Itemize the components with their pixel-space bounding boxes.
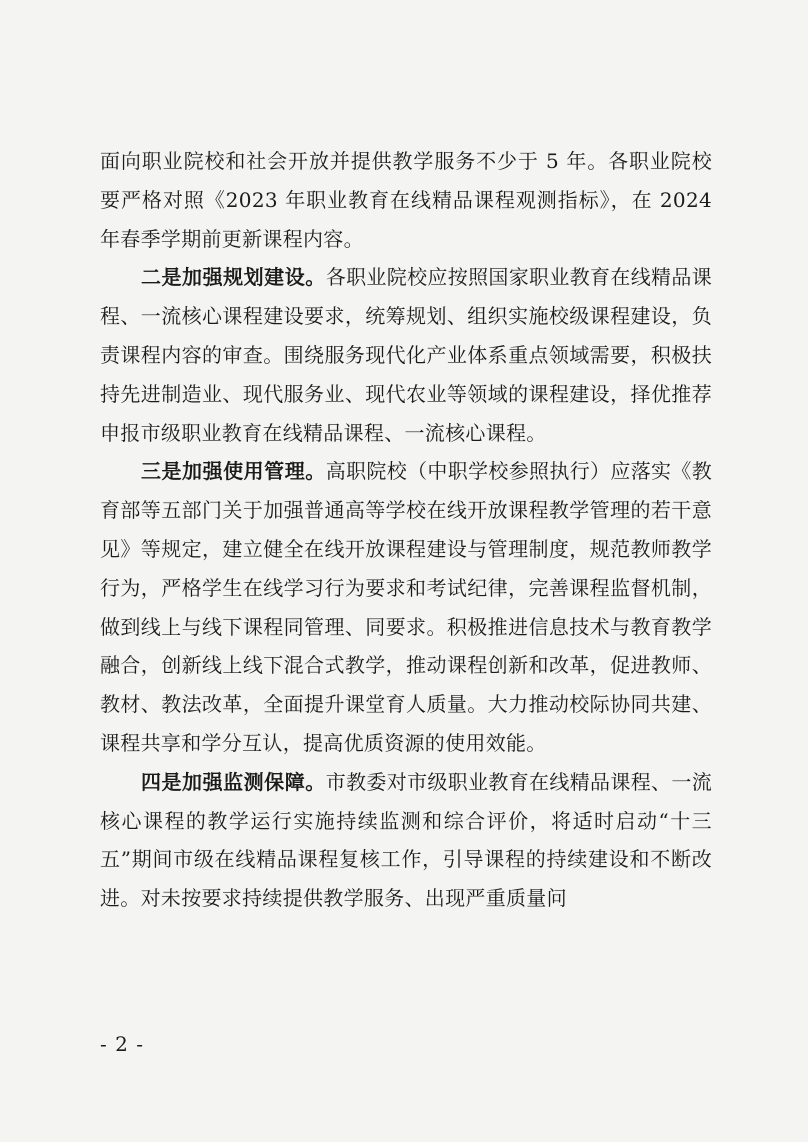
paragraph-text: 面向职业院校和社会开放并提供教学服务不少于 5 年。各职业院校要严格对照《2023 年职业教育在线精品课程观测指标》，在 2024 年春季学期前更新课程内容。 bbox=[100, 149, 712, 251]
paragraph-text: 各职业院校应按照国家职业教育在线精品课程、一流核心课程建设要求，统筹规划、组织实施校级课程建设，负责课程内容的审查。围绕服务现代化产业体系重点领域需要，积极扶持先进制造业、现代服务业、现代农业等领域的课程建设，择优推荐申报市级职业教育在线精品课程、一流核心课程。 bbox=[100, 265, 712, 445]
page-number: - 2 - bbox=[100, 1032, 144, 1056]
paragraph-heading: 三是加强使用管理。 bbox=[141, 459, 326, 484]
paragraph-management bbox=[100, 452, 712, 762]
paragraph-heading: 二是加强规划建设。 bbox=[141, 265, 326, 290]
body-text bbox=[100, 142, 712, 918]
paragraph-text: 高职院校（中职学校参照执行）应落实《教育部等五部门关于加强普通高等学校在线开放课程教学管理的若干意见》等规定，建立健全在线开放课程建设与管理制度，规范教师教学行为，严格学生在线学习行为要求和考试纪律，完善课程监督机制，做到线上与线下课程同管理、同要求。积极推进信息技术与教育教学融合，创新线上线下混合式教学，推动课程创新和改革，促进教师、教材、教法改革，全面提升课堂育人质量。大力推动校际协同共建、课程共享和学分互认，提高优质资源的使用效能。 bbox=[100, 459, 712, 755]
paragraph-planning bbox=[100, 258, 712, 452]
paragraph-continuation bbox=[100, 142, 712, 258]
paragraph-monitoring bbox=[100, 763, 712, 918]
paragraph-text: 市教委对市级职业教育在线精品课程、一流核心课程的教学运行实施持续监测和综合评价，将适时启动“十三五”期间市级在线精品课程复核工作，引导课程的持续建设和不断改进。对未按要求持续提供教学服务、出现严重质量问 bbox=[100, 769, 712, 911]
paragraph-heading: 四是加强监测保障。 bbox=[141, 769, 326, 794]
